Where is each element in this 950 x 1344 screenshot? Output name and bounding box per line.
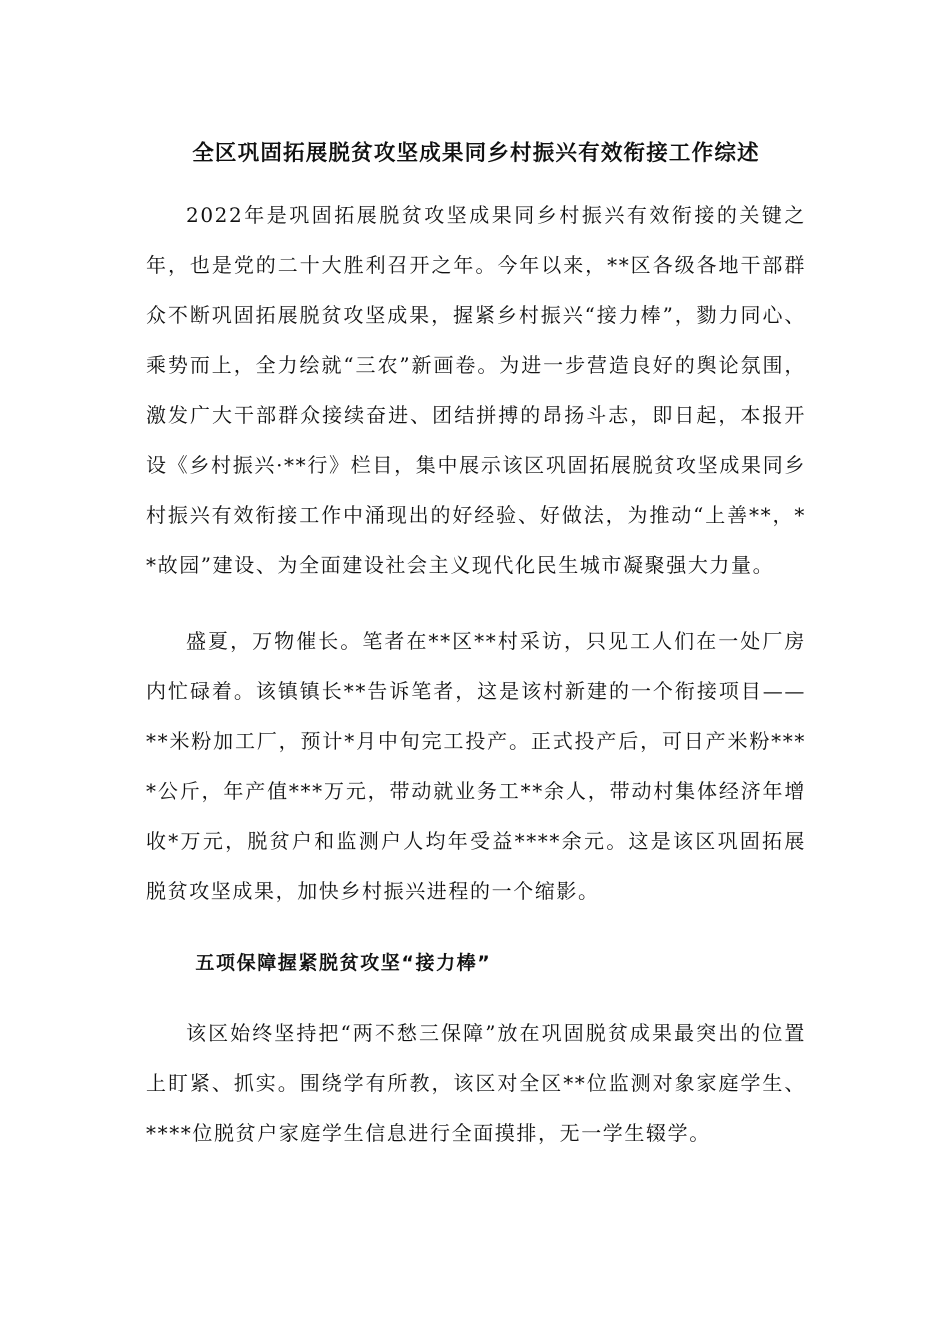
paragraph-project: 盛夏，万物催长。笔者在**区**村采访，只见工人们在一处厂房内忙碌着。该镇镇长**告诉笔者，这是该村新建的一个衔接项目——**米粉加工厂，预计*月中旬完工投产。正式投产后，可日产米粉****公斤，年产值***万元，带动就业务工**余人，带动村集体经济年增收*万元，脱贫户和监测户人均年受益****余元。这是该区巩固拓展脱贫攻坚成果，加快乡村振兴进程的一个缩影。 — [146, 629, 806, 903]
paragraph-intro: 2022年是巩固拓展脱贫攻坚成果同乡村振兴有效衔接的关键之年，也是党的二十大胜利召开之年。今年以来，**区各级各地干部群众不断巩固拓展脱贫攻坚成果，握紧乡村振兴“接力棒”，勠力同心、乘势而上，全力绘就“三农”新画卷。为进一步营造良好的舆论氛围，激发广大干部群众接续奋进、团结拼搏的昂扬斗志，即日起，本报开设《乡村振兴·**行》栏目，集中展示该区巩固拓展脱贫攻坚成果同乡村振兴有效衔接工作中涌现出的好经验、好做法，为推动“上善**，**故园”建设、为全面建设社会主义现代化民生城市凝聚强大力量。 — [146, 203, 806, 577]
paragraph-section-body: 该区始终坚持把“两不愁三保障”放在巩固脱贫成果最突出的位置上盯紧、抓实。围绕学有所教，该区对全区**位监测对象家庭学生、****位脱贫户家庭学生信息进行全面摸排，无一学生辍学。 — [146, 1021, 806, 1145]
document-title: 全区巩固拓展脱贫攻坚成果同乡村振兴有效衔接工作综述 — [192, 141, 760, 166]
section-heading: 五项保障握紧脱贫攻坚“接力棒” — [195, 952, 492, 974]
document-page — [146, 128, 806, 1158]
